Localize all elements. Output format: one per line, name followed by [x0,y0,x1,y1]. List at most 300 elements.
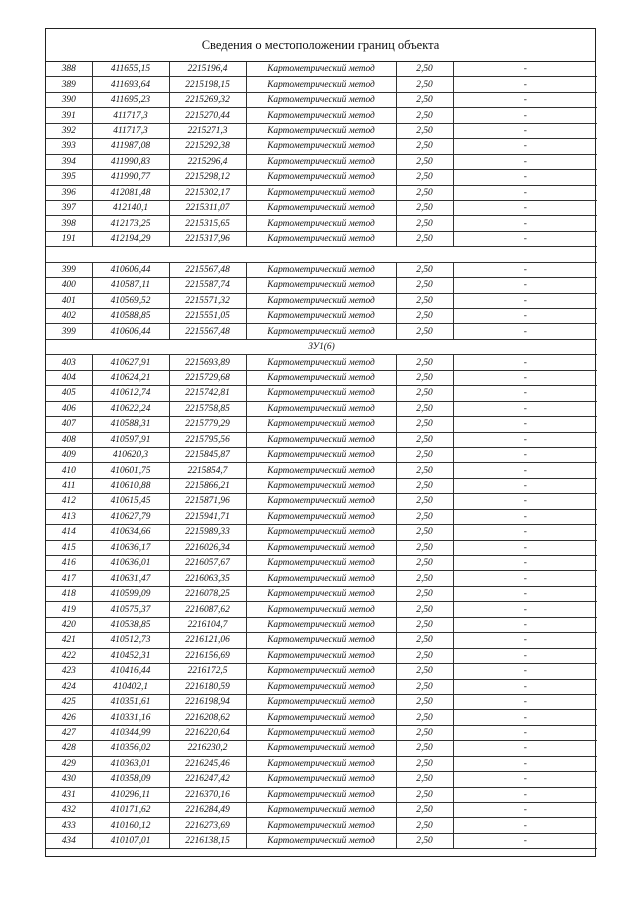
coordinate-x: 410358,09 [92,772,169,787]
coordinate-x: 410606,44 [92,262,169,277]
coordinate-x: 411990,77 [92,170,169,185]
coordinate-y: 2215567,48 [169,262,246,277]
point-number: 418 [46,586,92,601]
coordinate-y: 2216104,7 [169,617,246,632]
point-number: 426 [46,710,92,725]
point-number: 429 [46,756,92,771]
point-number: 423 [46,664,92,679]
description-cell: - [453,725,597,740]
coordinate-y: 2215302,17 [169,185,246,200]
coordinate-x: 411717,3 [92,123,169,138]
coordinate-x: 410620,3 [92,447,169,462]
point-number: 399 [46,324,92,339]
description-cell: - [453,571,597,586]
description-cell: - [453,139,597,154]
coordinate-x: 410587,11 [92,278,169,293]
coordinate-y: 2215758,85 [169,401,246,416]
accuracy-cell: 2,50 [396,401,453,416]
method-cell: Картометрический метод [246,571,396,586]
accuracy-cell: 2,50 [396,617,453,632]
point-number: 404 [46,370,92,385]
description-cell: - [453,185,597,200]
method-cell: Картометрический метод [246,803,396,818]
coordinate-x: 410538,85 [92,617,169,632]
table-row [46,694,597,709]
accuracy-cell: 2,50 [396,92,453,107]
table-row [46,509,597,524]
table-row [46,293,597,308]
point-number: 397 [46,200,92,215]
point-number: 405 [46,386,92,401]
accuracy-cell: 2,50 [396,200,453,215]
coordinate-y: 2215742,81 [169,386,246,401]
table-row [46,77,597,92]
point-number: 422 [46,648,92,663]
method-cell: Картометрический метод [246,633,396,648]
coordinate-y: 2216180,59 [169,679,246,694]
coordinate-x: 410627,91 [92,355,169,370]
coordinate-x: 410171,62 [92,803,169,818]
point-number: 416 [46,556,92,571]
method-cell: Картометрический метод [246,494,396,509]
coordinate-x: 410351,61 [92,694,169,709]
coordinate-y: 2215298,12 [169,170,246,185]
coordinate-y: 2216208,62 [169,710,246,725]
table-row [46,417,597,432]
point-number: 395 [46,170,92,185]
method-cell: Картометрический метод [246,648,396,663]
table-row [46,432,597,447]
table-row [46,571,597,586]
point-number: 392 [46,123,92,138]
table-row [46,756,597,771]
description-cell: - [453,278,597,293]
coordinate-x: 410356,02 [92,741,169,756]
coordinate-y: 2216121,06 [169,633,246,648]
table-row [46,262,597,277]
coordinate-y: 2216063,35 [169,571,246,586]
coordinate-y: 2216220,64 [169,725,246,740]
coordinate-x: 411990,83 [92,154,169,169]
point-number: 421 [46,633,92,648]
description-cell: - [453,556,597,571]
description-cell: - [453,525,597,540]
table-row [46,540,597,555]
table-row [46,478,597,493]
coordinate-y: 2215779,29 [169,417,246,432]
method-cell: Картометрический метод [246,741,396,756]
table-row [46,309,597,324]
method-cell: Картометрический метод [246,772,396,787]
accuracy-cell: 2,50 [396,540,453,555]
description-cell: - [453,293,597,308]
coordinates-sheet [45,28,596,857]
method-cell: Картометрический метод [246,787,396,802]
accuracy-cell: 2,50 [396,772,453,787]
coordinate-x: 412173,25 [92,216,169,231]
table-row [46,725,597,740]
description-cell: - [453,447,597,462]
coordinate-y: 2215270,44 [169,108,246,123]
description-cell: - [453,633,597,648]
coordinate-x: 410160,12 [92,818,169,833]
coordinate-y: 2215729,68 [169,370,246,385]
coordinate-x: 410599,09 [92,586,169,601]
description-cell: - [453,200,597,215]
coordinate-x: 410363,01 [92,756,169,771]
table-row [46,355,597,370]
table-row [46,386,597,401]
accuracy-cell: 2,50 [396,185,453,200]
description-cell: - [453,370,597,385]
coordinate-y: 2216138,15 [169,833,246,848]
accuracy-cell: 2,50 [396,216,453,231]
accuracy-cell: 2,50 [396,77,453,92]
description-cell: - [453,77,597,92]
method-cell: Картометрический метод [246,62,396,77]
method-cell: Картометрический метод [246,756,396,771]
coordinate-y: 2215315,65 [169,216,246,231]
coordinate-y: 2215866,21 [169,478,246,493]
coordinate-x: 410416,44 [92,664,169,679]
coordinate-x: 410588,31 [92,417,169,432]
method-cell: Картометрический метод [246,278,396,293]
accuracy-cell: 2,50 [396,633,453,648]
coordinate-y: 2216230,2 [169,741,246,756]
method-cell: Картометрический метод [246,525,396,540]
point-number: 396 [46,185,92,200]
accuracy-cell: 2,50 [396,355,453,370]
blank-separator [46,247,597,262]
coordinate-y: 2216198,94 [169,694,246,709]
table-row [46,833,597,848]
method-cell: Картометрический метод [246,386,396,401]
description-cell: - [453,262,597,277]
coordinate-x: 411717,3 [92,108,169,123]
table-row [46,679,597,694]
coordinate-y: 2215795,56 [169,432,246,447]
coordinate-y: 2216245,46 [169,756,246,771]
coordinate-y: 2215269,32 [169,92,246,107]
accuracy-cell: 2,50 [396,756,453,771]
method-cell: Картометрический метод [246,293,396,308]
coordinate-y: 2215271,3 [169,123,246,138]
coordinate-y: 2215311,07 [169,200,246,215]
accuracy-cell: 2,50 [396,278,453,293]
coordinate-y: 2215845,87 [169,447,246,462]
method-cell: Картометрический метод [246,108,396,123]
method-cell: Картометрический метод [246,417,396,432]
coordinate-x: 410636,01 [92,556,169,571]
accuracy-cell: 2,50 [396,525,453,540]
coordinate-x: 410597,91 [92,432,169,447]
point-number: 427 [46,725,92,740]
point-number: 417 [46,571,92,586]
table-row [46,231,597,246]
accuracy-cell: 2,50 [396,679,453,694]
coordinate-y: 2216078,25 [169,586,246,601]
table-row [46,664,597,679]
table-row [46,200,597,215]
coordinate-x: 412194,29 [92,231,169,246]
point-number: 191 [46,231,92,246]
coordinate-x: 410575,37 [92,602,169,617]
coordinate-x: 410624,21 [92,370,169,385]
description-cell: - [453,92,597,107]
coordinate-x: 410452,31 [92,648,169,663]
description-cell: - [453,509,597,524]
accuracy-cell: 2,50 [396,556,453,571]
description-cell: - [453,803,597,818]
point-number: 394 [46,154,92,169]
point-number: 393 [46,139,92,154]
coordinate-x: 410615,45 [92,494,169,509]
method-cell: Картометрический метод [246,463,396,478]
method-cell: Картометрический метод [246,432,396,447]
accuracy-cell: 2,50 [396,664,453,679]
accuracy-cell: 2,50 [396,586,453,601]
table-row [46,216,597,231]
coordinate-y: 2215296,4 [169,154,246,169]
coordinate-x: 410402,1 [92,679,169,694]
description-cell: - [453,741,597,756]
table-row [46,108,597,123]
point-number: 420 [46,617,92,632]
coordinate-y: 2215854,7 [169,463,246,478]
point-number: 430 [46,772,92,787]
coordinate-x: 410107,01 [92,833,169,848]
description-cell: - [453,787,597,802]
description-cell: - [453,772,597,787]
point-number: 408 [46,432,92,447]
point-number: 431 [46,787,92,802]
table-row [46,741,597,756]
accuracy-cell: 2,50 [396,309,453,324]
accuracy-cell: 2,50 [396,262,453,277]
accuracy-cell: 2,50 [396,447,453,462]
description-cell: - [453,324,597,339]
point-number: 411 [46,478,92,493]
accuracy-cell: 2,50 [396,833,453,848]
coordinate-y: 2215198,15 [169,77,246,92]
table-row [46,123,597,138]
table-row [46,586,597,601]
point-number: 403 [46,355,92,370]
accuracy-cell: 2,50 [396,478,453,493]
method-cell: Картометрический метод [246,123,396,138]
accuracy-cell: 2,50 [396,170,453,185]
accuracy-cell: 2,50 [396,231,453,246]
coordinate-x: 410606,44 [92,324,169,339]
coordinate-y: 2216087,62 [169,602,246,617]
accuracy-cell: 2,50 [396,432,453,447]
method-cell: Картометрический метод [246,309,396,324]
method-cell: Картометрический метод [246,679,396,694]
coordinate-x: 410588,85 [92,309,169,324]
coordinate-y: 2216273,69 [169,818,246,833]
method-cell: Картометрический метод [246,200,396,215]
point-number: 413 [46,509,92,524]
method-cell: Картометрический метод [246,324,396,339]
accuracy-cell: 2,50 [396,62,453,77]
description-cell: - [453,108,597,123]
accuracy-cell: 2,50 [396,803,453,818]
description-cell: - [453,170,597,185]
description-cell: - [453,540,597,555]
table-row [46,185,597,200]
method-cell: Картометрический метод [246,170,396,185]
method-cell: Картометрический метод [246,370,396,385]
description-cell: - [453,664,597,679]
point-number: 406 [46,401,92,416]
description-cell: - [453,355,597,370]
accuracy-cell: 2,50 [396,417,453,432]
coordinate-x: 410331,16 [92,710,169,725]
table-row [46,648,597,663]
method-cell: Картометрический метод [246,725,396,740]
coordinate-y: 2215693,89 [169,355,246,370]
coordinate-x: 410631,47 [92,571,169,586]
point-number: 390 [46,92,92,107]
coordinate-y: 2216026,34 [169,540,246,555]
coordinate-x: 410610,88 [92,478,169,493]
point-number: 388 [46,62,92,77]
point-number: 425 [46,694,92,709]
description-cell: - [453,679,597,694]
coordinates-table [46,62,597,849]
point-number: 424 [46,679,92,694]
description-cell: - [453,478,597,493]
point-number: 410 [46,463,92,478]
coordinate-x: 412081,48 [92,185,169,200]
table-row [46,803,597,818]
coordinate-x: 412140,1 [92,200,169,215]
method-cell: Картометрический метод [246,92,396,107]
method-cell: Картометрический метод [246,231,396,246]
coordinate-x: 411693,64 [92,77,169,92]
description-cell: - [453,494,597,509]
method-cell: Картометрический метод [246,602,396,617]
description-cell: - [453,432,597,447]
method-cell: Картометрический метод [246,556,396,571]
coordinate-y: 2215567,48 [169,324,246,339]
accuracy-cell: 2,50 [396,725,453,740]
coordinate-x: 410636,17 [92,540,169,555]
coordinate-x: 410569,52 [92,293,169,308]
point-number: 415 [46,540,92,555]
coordinate-y: 2216370,16 [169,787,246,802]
group-separator-row [46,247,597,262]
coordinate-y: 2215871,96 [169,494,246,509]
coordinate-y: 2215317,96 [169,231,246,246]
accuracy-cell: 2,50 [396,108,453,123]
method-cell: Картометрический метод [246,77,396,92]
table-row [46,92,597,107]
point-number: 412 [46,494,92,509]
method-cell: Картометрический метод [246,833,396,848]
coordinate-y: 2216284,49 [169,803,246,818]
description-cell: - [453,123,597,138]
description-cell: - [453,648,597,663]
method-cell: Картометрический метод [246,710,396,725]
point-number: 428 [46,741,92,756]
description-cell: - [453,216,597,231]
method-cell: Картометрический метод [246,216,396,231]
accuracy-cell: 2,50 [396,509,453,524]
method-cell: Картометрический метод [246,401,396,416]
table-row [46,710,597,725]
description-cell: - [453,154,597,169]
document-title: Сведения о местоположении границ объекта [46,29,595,62]
description-cell: - [453,833,597,848]
method-cell: Картометрический метод [246,540,396,555]
table-row [46,170,597,185]
table-row [46,324,597,339]
table-row [46,556,597,571]
method-cell: Картометрический метод [246,478,396,493]
coordinate-y: 2215571,32 [169,293,246,308]
accuracy-cell: 2,50 [396,648,453,663]
coordinate-x: 410612,74 [92,386,169,401]
description-cell: - [453,586,597,601]
description-cell: - [453,231,597,246]
accuracy-cell: 2,50 [396,694,453,709]
description-cell: - [453,756,597,771]
point-number: 391 [46,108,92,123]
table-row [46,602,597,617]
point-number: 401 [46,293,92,308]
point-number: 414 [46,525,92,540]
coordinate-y: 2215196,4 [169,62,246,77]
accuracy-cell: 2,50 [396,370,453,385]
method-cell: Картометрический метод [246,664,396,679]
coordinate-x: 410601,75 [92,463,169,478]
table-row [46,772,597,787]
method-cell: Картометрический метод [246,355,396,370]
point-number: 402 [46,309,92,324]
coordinate-x: 410344,99 [92,725,169,740]
coordinate-y: 2216172,5 [169,664,246,679]
table-row [46,525,597,540]
point-number: 434 [46,833,92,848]
accuracy-cell: 2,50 [396,741,453,756]
table-row [46,62,597,77]
description-cell: - [453,417,597,432]
accuracy-cell: 2,50 [396,386,453,401]
coordinate-x: 410622,24 [92,401,169,416]
description-cell: - [453,602,597,617]
description-cell: - [453,710,597,725]
method-cell: Картометрический метод [246,447,396,462]
coordinate-y: 2215989,33 [169,525,246,540]
description-cell: - [453,694,597,709]
coordinate-x: 410634,66 [92,525,169,540]
description-cell: - [453,62,597,77]
point-number: 407 [46,417,92,432]
coordinate-y: 2215587,74 [169,278,246,293]
accuracy-cell: 2,50 [396,818,453,833]
coordinate-x: 411695,23 [92,92,169,107]
description-cell: - [453,818,597,833]
coordinate-x: 410627,79 [92,509,169,524]
point-number: 433 [46,818,92,833]
point-number: 399 [46,262,92,277]
table-row [46,617,597,632]
point-number: 398 [46,216,92,231]
method-cell: Картометрический метод [246,586,396,601]
description-cell: - [453,463,597,478]
point-number: 409 [46,447,92,462]
